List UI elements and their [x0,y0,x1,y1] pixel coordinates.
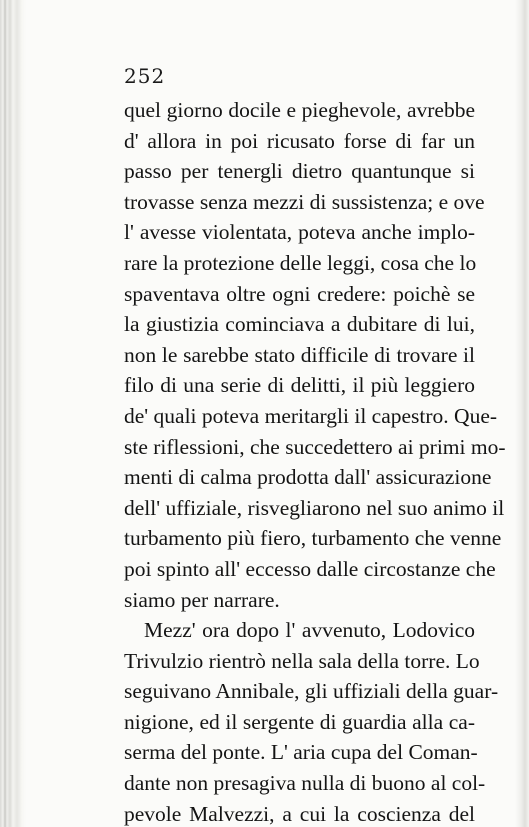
text-line: dell' uffiziale, risvegliarono nel suo animo il [124,495,505,520]
text-line: seguivano Annibale, gli uffiziali della guar- [124,679,499,704]
text-line: quel giorno docile e pieghevole, avrebbe [124,98,475,122]
text-line: poi spinto all' eccesso dalle circostanze che [124,556,496,581]
page-number: 252 [124,64,166,88]
body-text [124,95,506,827]
text-line: l' avesse violentata, poteva anche implo- [124,220,475,245]
text-line: passo per tenergli dietro quantunque si [124,159,475,184]
text-line: de' quali poteva meritargli il capestro. Que- [124,403,498,428]
text-line: ste riflessioni, che succedettero ai primi mo- [124,434,506,459]
text-line: Trivulzio rientrò nella sala della torre. Lo [124,648,480,673]
text-line: Mezz' ora dopo l' avvenuto, Lodovico [144,618,475,643]
text-line: turbamento più fiero, turbamento che venne [124,526,502,551]
text-line: rare la protezione delle leggi, cosa che lo [124,250,477,275]
text-line: nigione, ed il sergente di guardia alla ca- [124,709,475,734]
page-binding-gutter [0,0,26,827]
page-right-edge [515,0,529,827]
text-line: trovasse senza mezzi di sussistenza; e ove [124,189,485,214]
text-line: siamo per narrare. [124,587,280,612]
text-line: la giustizia cominciava a dubitare di lui, [124,312,475,337]
text-line: dante non presagiva nulla di buono al col- [124,771,486,796]
text-line: non le sarebbe stato difficile di trovare il [124,342,475,367]
text-line: filo di una serie di delitti, il più leggiero [124,373,475,398]
text-line: d' allora in poi ricusato forse di far un [124,128,475,153]
text-line: spaventava oltre ogni credere: poichè se [124,281,475,306]
text-line: serma del ponte. L' aria cupa del Coman- [124,740,478,765]
text-line: menti di calma prodotta dall' assicurazione [124,465,492,490]
text-line: pevole Malvezzi, a cui la coscienza del [124,801,475,826]
